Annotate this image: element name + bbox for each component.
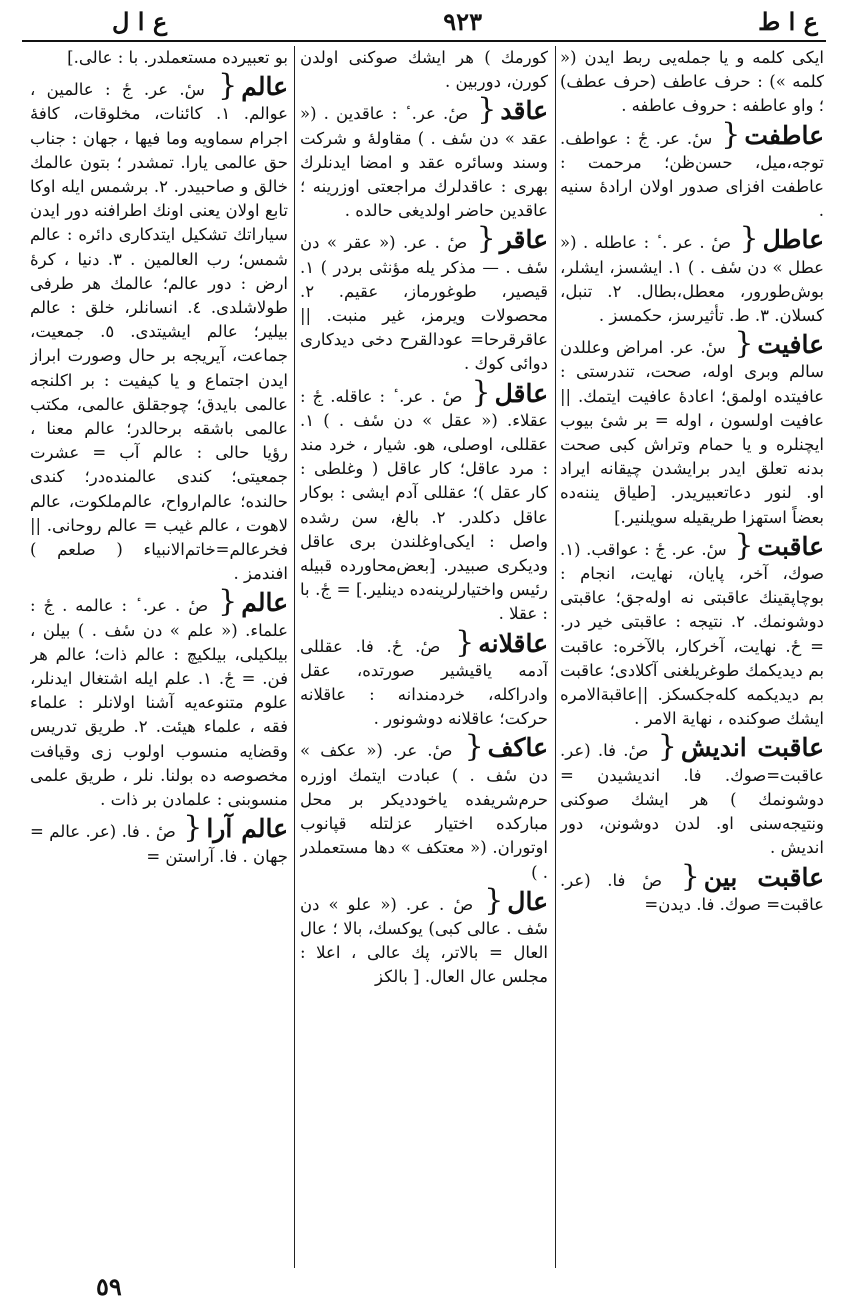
left-letter-header: ع ا ل	[112, 6, 168, 36]
entry-definition: سٔ. عر. امراض وعللدن سالم وبری اوله، صحت، تندرستی : عافیتده اولمق؛ اعادهٔ عافیت ایتمك. || عافیت اولسون ، اوله = بر شیٔ بیوب ایچنلره و یا حمام وتراش کبی صحت بدنه تعلق ایدر برایشدن چیقانه ایراد او. لنور دعاتعبیریدر. [طیاق یننه‌ده بعضاً استهزا طریقیله سویلنیر.]	[560, 338, 824, 527]
entry-headword: عاقبت بین	[703, 862, 824, 892]
dictionary-entry	[560, 116, 824, 224]
dictionary-entry	[560, 729, 824, 860]
entry-headword: عالم	[241, 588, 288, 618]
dictionary-entry	[300, 92, 548, 223]
entry-definition: صٔ . عر. (« علو » دن سٔف . عالی کبی) یوکسك، بالا ؛ عال العال = بالاتر، پك عالی ، اعلا : مجلس عال العال. [ بالکز	[300, 894, 548, 987]
brace-mark: {	[455, 624, 475, 660]
brace-mark: {	[477, 92, 497, 128]
entry-definition: صٔ فا. (عر. عاقبت= صوك. فا. دیدن=	[560, 870, 824, 914]
column-divider	[555, 46, 556, 1268]
entry-definition: کورمك ) هر ایشك صوکنی اولدن کورن، دوربین .	[300, 48, 548, 92]
entry-definition: صٔ. فا. (عر. عاقبت=صوك. فا. اندیشیدن = دوشونمك ) هر ایشك صوکنی ونتیجه‌سنی او. لدن دوشونن، دور اندیش .	[560, 741, 824, 858]
brace-mark: {	[721, 116, 741, 152]
dictionary-entry	[560, 221, 824, 328]
dictionary-entry	[30, 810, 288, 868]
dictionary-entry	[300, 882, 548, 990]
dictionary-entry	[300, 624, 548, 732]
entry-definition: صٔ . عر. (« عقر » دن سٔف . — مذکر یله مؤنثی بردر ) ١. قیصیر، طوغورماز، عقیم. ٢. محصولات ویرمز، غیر منبت. || عاقرقرحا= عودالقرح دخی دیدکاری دوائی کوك .	[300, 233, 548, 374]
column-middle	[300, 46, 548, 1266]
brace-mark: {	[183, 810, 203, 846]
brace-mark: {	[680, 858, 700, 894]
entry-definition: سٔ. عر. جٔ : عواقب. (١. صوك، آخر، پایان، نهایت، انجام : بوچاپقینك عاقبتی نه اوله‌جق؛ عاقبتی دوشونمك. ٢. نتیجه : عاقبتی خیر در. = حٔ. نهایت، آخرکار، بالآخره: عاقبت بم دیدیکمك طوغریلغنی آکلادی؛ عاقبت بم دیدیکمه کله‌جکسکز. ||عاقبة‌الامره‌ ایشك صوکنده ، نهایة الامر .	[560, 539, 824, 729]
entry-definition: صٔ . عر. ٔ : عاقله. جٔ : عقلاء. (« عقل » دن سٔف . ) ١. عقللی، اوصلی، هو. شیار ، خرد مند : مرد عاقل؛ کار عاقل ( وغلطی : کار عقل )؛ عقللی آدم ایشی : بوکار عاقل دکلدر. ٢. بالغ، سن رشده واصل : ایکی‌اوغلندن بری عاقل ودیکری صبیدر. [بعض‌محاورده قبیله رئیس واختیارلرینه‌ده دینلیر.] = جٔ. با : عقلا .	[300, 386, 548, 624]
dictionary-entry	[300, 374, 548, 627]
dictionary-entry	[30, 584, 288, 812]
brace-mark: {	[484, 882, 504, 918]
brace-mark: {	[657, 729, 677, 765]
entry-headword: عالم	[241, 72, 288, 102]
entry-headword: عاقد	[500, 96, 548, 126]
entry-definition: سٔ. عر. جٔ : عالمین ، عوالم. ١. کائنات، مخلوقات، کافهٔ اجرام سماویه وما فیها ، جهان : جناب حق عالمی یارا. تمشدر ؛ بتون عالمك خالق و صاحبیدر. ٢. برشمس ایله اوکا تابع اولان یعنی اونك اطرافنه دور ایدن سیاراتك تشکیل ایتدکاری دائره : عالم شمس؛ رب العالمین . ٣. دنیا ، کرهٔ ارض : دور عالم؛ عالمك هر طرفی طولاشلدی. ٤. انسانلر، خلق : عالم بیلیر؛ عالم ایشیتدی. ٥. جمعیت، جماعت، آیریجه بر حال وصورت ابراز ایدن اجتماع و یا کیفیت : بر اکلنجه عالمی بایدق؛ چوجقلق عالمی، مکتب عالمی باشقه برحالدر؛ عالم معنا ، رؤیا حالی : عالم آب = عشرت جمعیتی؛ کندی عالمنده‌در؛ کندی حالنده؛ عالم‌ارواح، عالم‌ملکوت، عالم لاهوت ، عالم غیب = عالم روحانی. || فخرعالم=خاتم‌الانبیاء ( صلعم ) افندمز .	[30, 80, 288, 584]
brace-mark: {	[734, 326, 754, 362]
column-divider	[294, 46, 295, 1268]
entry-headword: عاقبت اندیش	[680, 733, 824, 763]
dictionary-entry	[560, 326, 824, 530]
brace-mark: {	[739, 221, 759, 257]
column-left	[30, 46, 288, 1266]
entry-definition: صٔ . عر. ٔ : عالمه . جٔ : علماء. (« علم » دن سٔف . ) بیلن ، بیلکیلی، بیلکیچ : عالم ذات؛ عالم هر فن. = جٔ. ١. علم ایله اشتغال ایدنلر، علوم متنوعه‌یه آشنا اولانلر : علماء فقه ، علماء هیئت. ٢. طریق تدریس وقضایه منسوب اولوب زی وقیافت مخصوصه ده بولنا. نلر ، طریق علمی منسوبنی : علمادن بر ذات .	[30, 596, 288, 810]
column-right	[560, 46, 824, 1266]
dictionary-entry	[300, 221, 548, 376]
signature-mark: ٥٩	[96, 1272, 122, 1301]
brace-mark: {	[218, 68, 238, 104]
dictionary-entry	[30, 68, 288, 586]
entry-headword: عاقر	[499, 225, 548, 255]
entry-headword: عاقبت	[757, 531, 824, 561]
page-header	[20, 4, 828, 38]
entry-definition: بو تعبیرده مستعملدر. با : عالی.]	[67, 48, 288, 67]
brace-mark: {	[218, 584, 238, 620]
entry-headword: عاقلانه	[478, 628, 548, 658]
brace-mark: {	[471, 374, 491, 410]
right-letter-header: ع ا ط	[758, 6, 818, 36]
entry-headword: عاکف	[487, 733, 548, 763]
dictionary-entry	[30, 46, 288, 70]
dictionary-entry	[560, 46, 824, 119]
entry-definition: سٔ. عر. جٔ : عواطف. توجه،میل، حسن‌ظن؛ مرحمت : عاطفت افزای صدور اولان ارادهٔ سنیه .	[560, 128, 824, 221]
entry-headword: عال	[507, 886, 548, 916]
entry-headword: عافیت	[757, 330, 824, 360]
entry-definition: صٔ. عر. (« عکف » دن سٔف . ) عبادت ایتمك اوزره حرم‌شریفده یاخوددیکر بر محل مبارکده اختیار عزلتله قپانوب اوتوران. (« معتکف » دها مستعملدر . )	[300, 741, 548, 882]
entry-headword: عاطل	[762, 225, 824, 255]
entry-headword: عاطفت	[744, 120, 824, 150]
entry-definition: صٔ . عر . ٔ : عاطله . (« عطل » دن سٔف . ) ١. ایشسز، ایشلر، بوش‌طورور، معطل،بطال. ٢. تنبل، کسلان. ٣. ط. تأثیرسز، حکمسز .	[560, 233, 824, 326]
brace-mark: {	[476, 221, 496, 257]
entry-definition: ایکی کلمه و یا جمله‌یی ربط ایدن (« کلمه ») : حرف عاطف (حرف عطف) ؛ واو عاطفه : حروف عاطفه .	[560, 48, 824, 116]
dictionary-entry	[300, 729, 548, 884]
brace-mark: {	[464, 729, 484, 765]
brace-mark: {	[734, 527, 754, 563]
dictionary-entry	[560, 858, 824, 917]
entry-headword: عالم آرا	[206, 814, 288, 844]
entry-headword: عاقل	[494, 378, 548, 408]
dictionary-entry	[300, 46, 548, 94]
header-rule	[22, 40, 826, 42]
dictionary-entry	[560, 527, 824, 732]
entry-definition: صٔ. حٔ. فا. عقللی آدمه یاقیشیر صورتده، عقل وادراکله، خردمندانه : عاقلانه حرکت؛ عاقلانه دوشونور .	[300, 636, 548, 729]
entry-definition: صٔ . فا. (عر. عالم = جهان . فا. آراستن =	[30, 822, 288, 866]
page-number: ٩٢٣	[443, 6, 482, 36]
entry-definition: صٔ. عر. ٔ : عاقدین . (« عقد » دن سٔف . ) مقاولهٔ و شرکت وسند وسائره عقد و امضا ایدنلرك بهری : عاقدلرك مراجعتی اوزرینه ؛ عاقدین حاضر اولدیغی حالده .	[300, 104, 548, 221]
